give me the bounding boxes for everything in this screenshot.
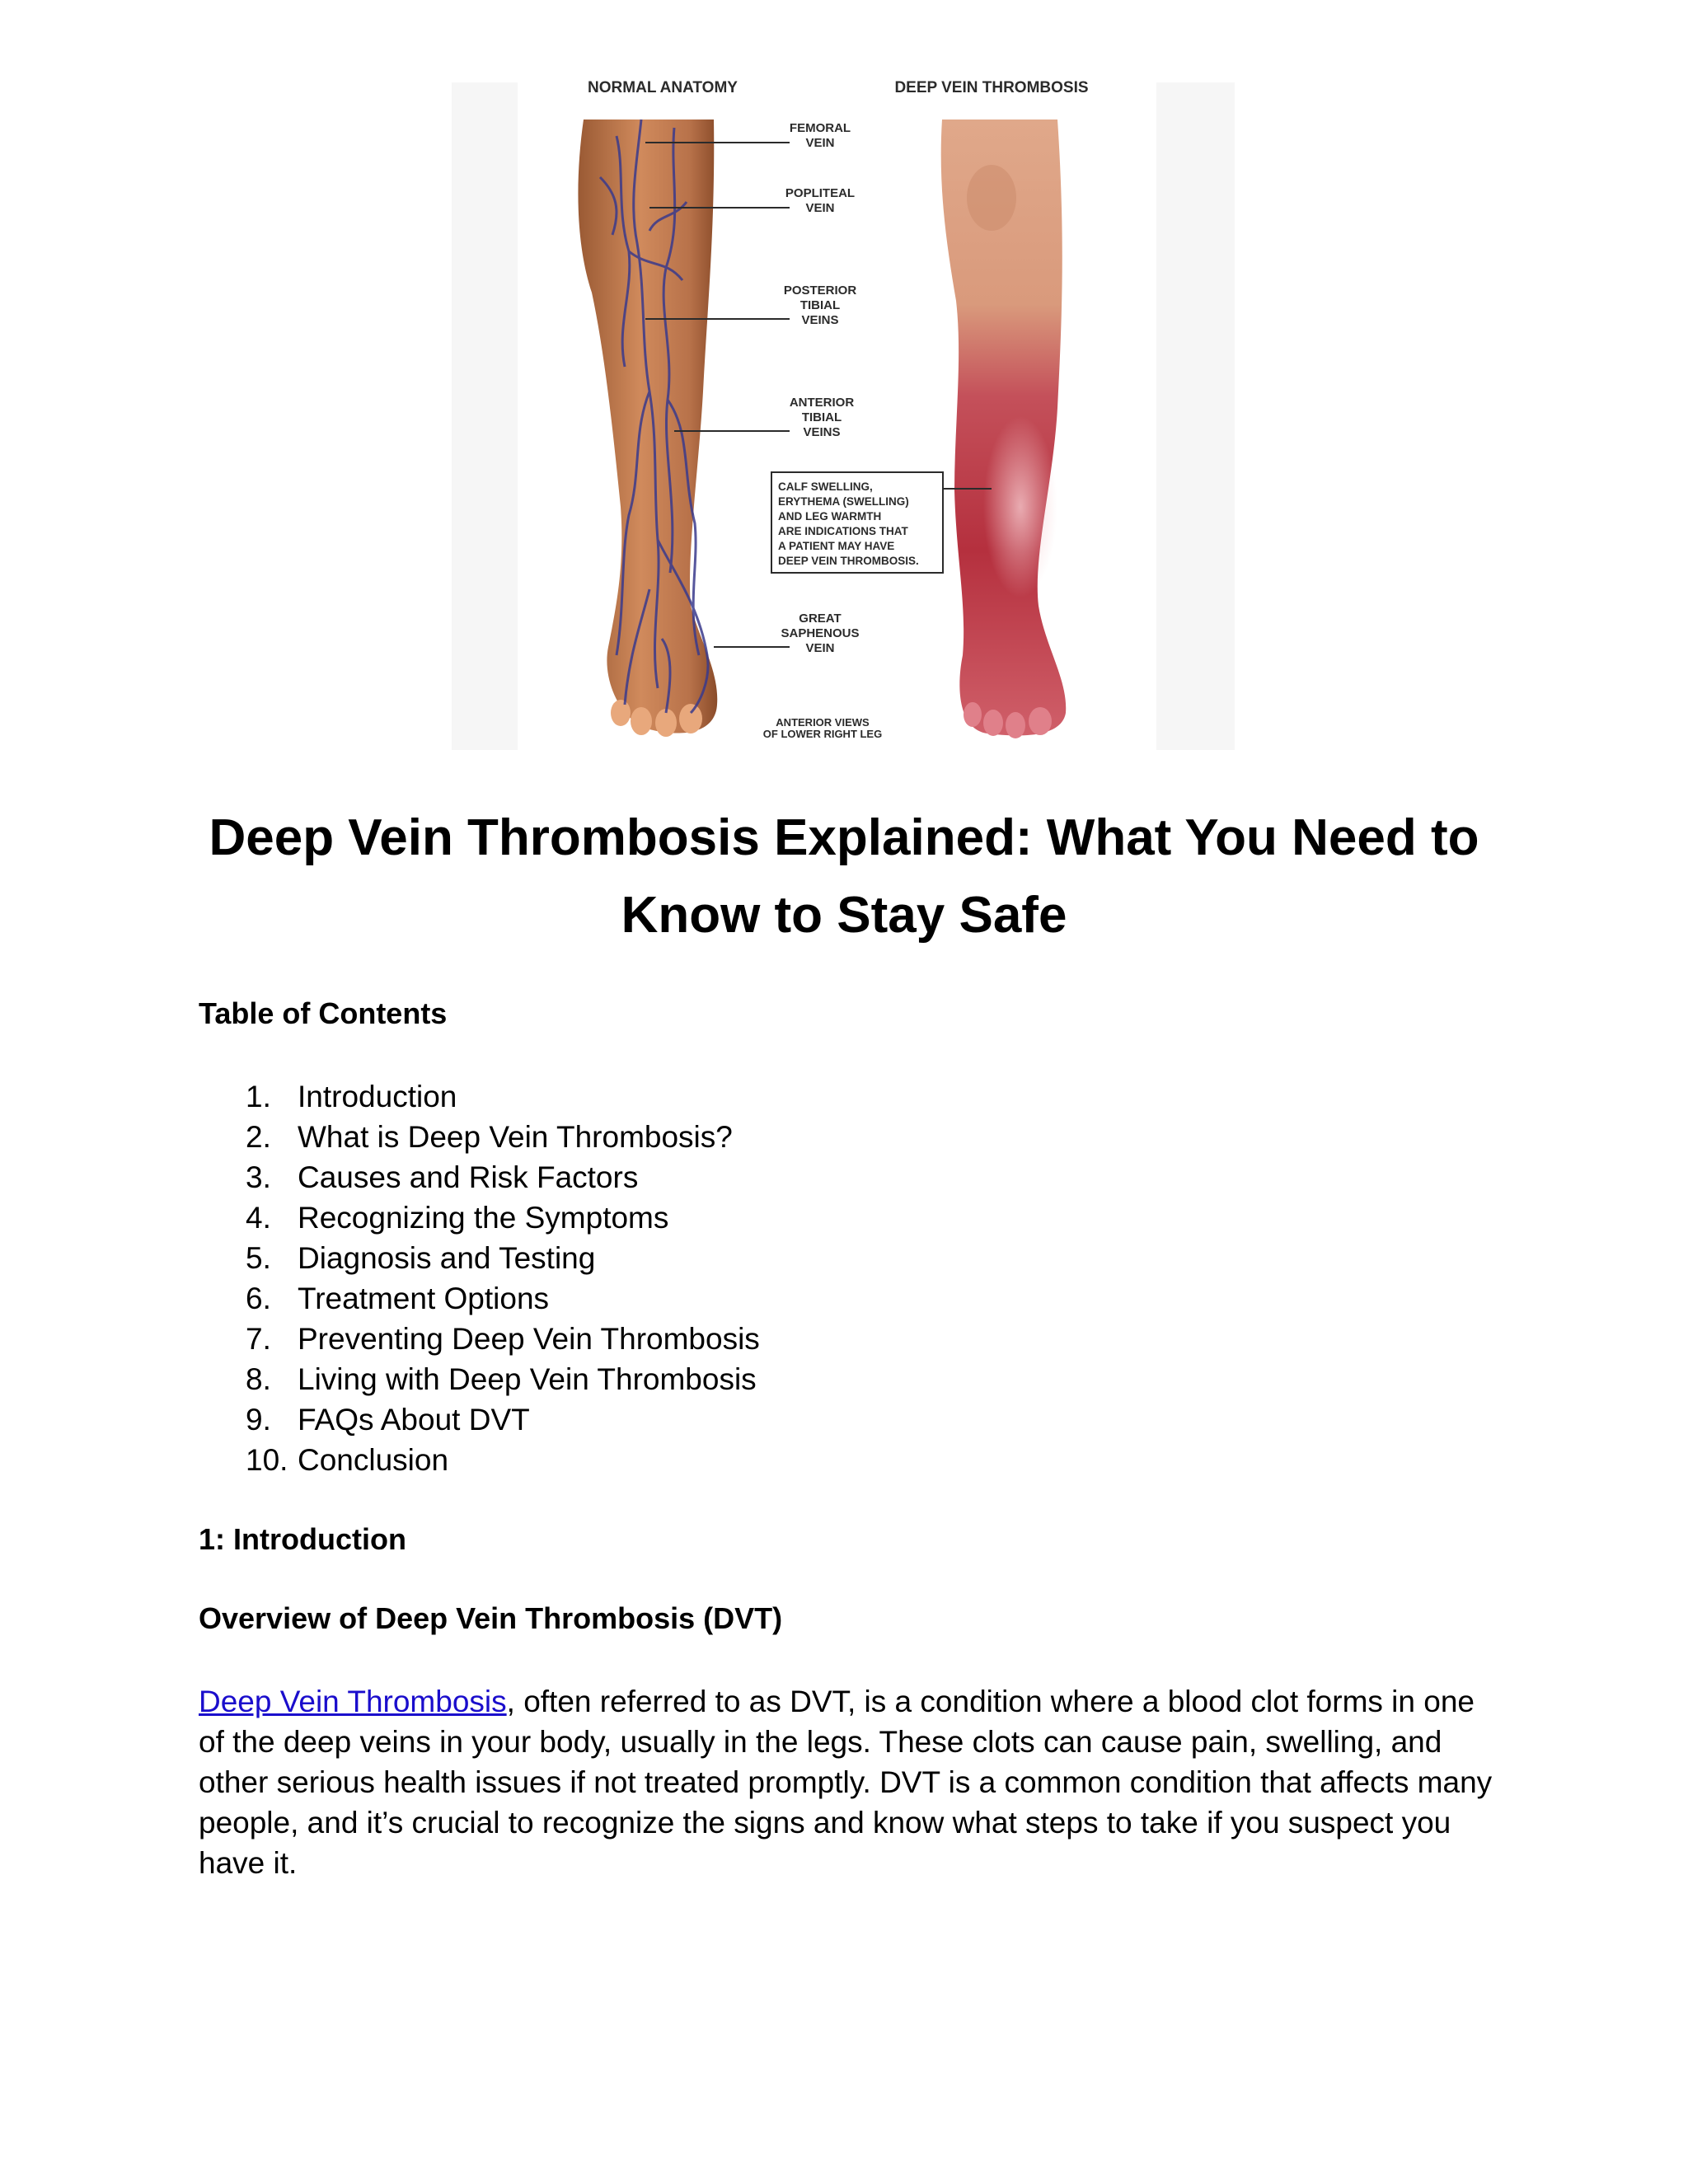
toc-item-number: 5. [246,1241,271,1275]
toc-item-label: Recognizing the Symptoms [298,1201,669,1235]
callout-line6: DEEP VEIN THROMBOSIS. [778,555,919,567]
toc-item-number: 10. [246,1443,288,1477]
callout-line3: AND LEG WARMTH [778,510,882,523]
callout-line4: ARE INDICATIONS THAT [778,525,908,537]
label-great-saphenous-line1: GREAT [799,612,842,626]
label-posterior-tibial-line1: POSTERIOR [783,284,857,298]
callout-line1: CALF SWELLING, [778,480,873,493]
label-popliteal-vein-line2: VEIN [805,201,835,215]
dvt-link[interactable]: Deep Vein Thrombosis [199,1685,507,1718]
label-great-saphenous-line3: VEIN [805,641,835,655]
subheading-dvt-overview: Overview of Deep Vein Thrombosis (DVT) [199,1601,783,1635]
normal-leg-drawing [578,120,717,737]
toc-item-number: 6. [246,1282,271,1315]
toc-item-label: Conclusion [298,1443,449,1477]
label-anterior-tibial-line3: VEINS [803,425,841,439]
callout-line5: A PATIENT MAY HAVE [778,540,895,552]
toc-item-label: Treatment Options [298,1282,550,1315]
intro-paragraph-text: , often referred to as DVT, is a condition where a blood clot forms in one of the deep veins in your body, usually in the legs. These clots can cause pain, swelling, and other serious health issues if not treated promptly. DVT is a common condition that affects many people, and it’s crucial to recognize the signs and know what steps to take if you suspect you have it. [199,1685,1493,1880]
intro-paragraph [199,1681,1493,1883]
toc-heading: Table of Contents [199,996,448,1030]
toc-item-number: 2. [246,1120,271,1154]
label-femoral-vein-line2: VEIN [805,136,835,150]
label-posterior-tibial-line3: VEINS [801,313,839,327]
toc-item-number: 7. [246,1322,271,1356]
label-anterior-tibial-line2: TIBIAL [801,410,842,424]
label-popliteal-vein-line1: POPLITEAL [785,186,856,200]
toc-item-number: 1. [246,1080,271,1113]
section-heading-introduction: 1: Introduction [199,1522,406,1556]
toc-item-label: FAQs About DVT [298,1403,530,1436]
figure-footer-line2: OF LOWER RIGHT LEG [762,728,883,740]
toc-item-label: Causes and Risk Factors [298,1160,639,1194]
figure-heading-dvt: DEEP VEIN THROMBOSIS [894,79,1089,96]
label-femoral-vein-line1: FEMORAL [789,121,851,135]
figure-footer-line1: ANTERIOR VIEWS [776,716,870,729]
document-title: Deep Vein Thrombosis Explained: What You Need to Know to Stay Safe [209,809,1479,944]
label-anterior-tibial-line1: ANTERIOR [789,396,855,410]
toc-item-label: Introduction [298,1080,457,1113]
toc-item-label: Living with Deep Vein Thrombosis [298,1362,757,1396]
toc-item-number: 8. [246,1362,271,1396]
figure-heading-normal: NORMAL ANATOMY [588,79,738,96]
toc-item-label: Preventing Deep Vein Thrombosis [298,1322,760,1356]
callout-box [771,472,943,573]
toc-item-number: 4. [246,1201,271,1235]
toc-item-number: 9. [246,1403,271,1436]
callout-line2: ERYTHEMA (SWELLING) [778,495,909,508]
toc-item-label: What is Deep Vein Thrombosis? [298,1120,733,1154]
toc-item-number: 3. [246,1160,271,1194]
dvt-leg-drawing [941,120,1067,738]
toc-item-label: Diagnosis and Testing [298,1241,596,1275]
dvt-illustration [452,78,1235,754]
label-posterior-tibial-line2: TIBIAL [799,298,841,312]
label-great-saphenous-line2: SAPHENOUS [781,626,860,640]
